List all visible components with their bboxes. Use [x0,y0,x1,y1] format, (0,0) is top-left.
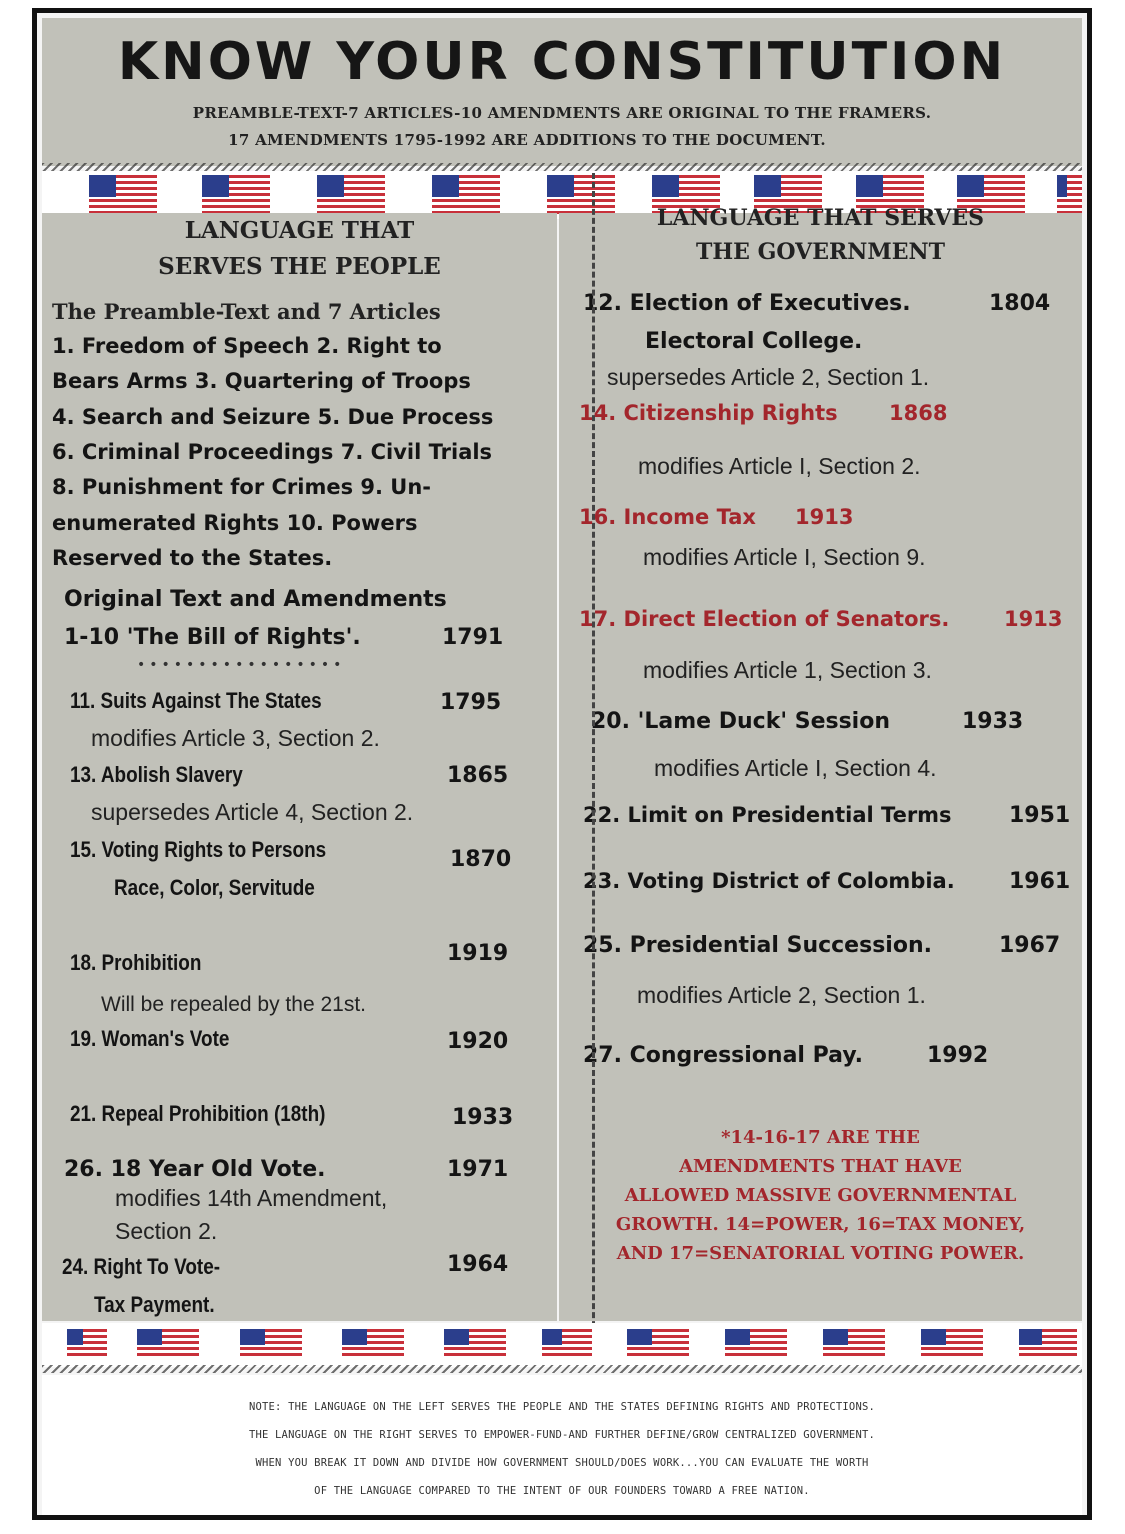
amendment-note: modifies Article 2, Section 1. [637,982,926,1008]
zigzag-border-top [42,163,1082,171]
amendment-label: 18. Prohibition [70,950,202,975]
amendment-label: 17. Direct Election of Senators. [579,607,950,631]
amendment-year: 1868 [889,401,948,425]
flag-icon [921,1329,983,1359]
intro-line: 4. Search and Seizure 5. Due Process [52,405,494,429]
flag-icon [202,175,270,215]
callout-line: AMENDMENTS THAT HAVE [679,1156,962,1177]
amendment-year: 1865 [447,763,509,788]
note-line: THE LANGUAGE ON THE RIGHT SERVES TO EMPOWER-FUND-AND FURTHER DEFINE/GROW CENTRALIZED GOVERNMENT. [248,1429,876,1441]
callout-line: AND 17=SENATORIAL VOTING POWER. [616,1243,1025,1264]
right-heading-line-1: LANGUAGE THAT SERVES [656,205,985,231]
flag-icon [317,175,385,215]
left-heading-line-2: SERVES THE PEOPLE [158,253,441,280]
note-line: WHEN YOU BREAK IT DOWN AND DIVIDE HOW GOVERNMENT SHOULD/DOES WORK...YOU CAN EVALUATE THE WORTH [255,1457,869,1469]
intro-line: Bears Arms 3. Quartering of Troops [52,369,471,393]
amendment-label: 16. Income Tax [579,505,756,529]
amendment-year: 1933 [962,709,1024,734]
amendment-label: 12. Election of Executives. [583,291,911,316]
flag-icon [444,1329,506,1359]
intro-line: Reserved to the States. [52,546,333,570]
amendment-note: modifies Article 3, Section 2. [91,725,380,751]
flag-icon [67,1329,107,1359]
amendment-year: 1913 [1004,607,1063,631]
amendment-year: 1992 [927,1043,989,1068]
amendment-label: 19. Woman's Vote [70,1026,230,1051]
amendment-note: modifies Article 1, Section 3. [643,657,932,683]
amendment-year: 1919 [447,941,509,966]
amendment-label: 14. Citizenship Rights [579,401,838,425]
flag-icon [240,1329,302,1359]
amendment-label: 22. Limit on Presidential Terms [583,803,952,827]
amendment-label: 24. Right To Vote- [62,1254,221,1279]
note-line: NOTE: THE LANGUAGE ON THE LEFT SERVES THE PEOPLE AND THE STATES DEFINING RIGHTS AND PROTECTIONS. [248,1401,876,1413]
right-heading-line-2: THE GOVERNMENT [696,239,945,265]
left-panel [42,213,557,1321]
amendment-note: modifies Article I, Section 9. [643,544,926,570]
amendment-note: modifies 14th Amendment, [115,1185,388,1211]
amendment-label: 21. Repeal Prohibition (18th) [70,1101,326,1126]
flag-icon [432,175,500,215]
amendment-note: supersedes Article 2, Section 1. [607,364,930,390]
amendment-year: 1920 [447,1029,509,1054]
intro-line: The Preamble-Text and 7 Articles [52,299,441,324]
callout-line: ALLOWED MASSIVE GOVERNMENTAL [624,1185,1017,1206]
amendment-label: 26. 18 Year Old Vote. [64,1157,326,1182]
intro-line: 1. Freedom of Speech 2. Right to [52,334,442,358]
poster-frame [32,8,1092,1520]
amendment-year: 1795 [440,690,502,715]
amendment-year: 1913 [795,505,854,529]
original-text-year: 1791 [442,625,504,650]
header [42,18,1082,166]
amendment-label: 13. Abolish Slavery [70,762,243,787]
flag-icon [823,1329,885,1359]
left-heading-line-1: LANGUAGE THAT [184,217,415,244]
zigzag-border-bottom [42,1365,1082,1373]
amendment-year: 1964 [447,1252,509,1277]
center-divider [592,173,595,1363]
amendment-label: 15. Voting Rights to Persons [70,837,327,862]
subtitle-line-1: PREAMBLE-TEXT-7 ARTICLES-10 AMENDMENTS ARE ORIGINAL TO THE FRAMERS. [192,104,932,122]
poster-title: KNOW YOUR CONSTITUTION [117,32,1007,92]
intro-line: 8. Punishment for Crimes 9. Un- [52,475,432,499]
amendment-label: 11. Suits Against The States [70,688,322,713]
callout-line: GROWTH. 14=POWER, 16=TAX MONEY, [615,1214,1026,1235]
amendment-year: 1961 [1009,869,1071,894]
flag-icon [627,1329,689,1359]
amendment-year: 1870 [450,847,512,872]
amendment-year: 1951 [1009,803,1071,828]
amendment-note: modifies Article I, Section 4. [654,755,937,781]
right-panel [559,205,1082,1321]
amendment-label: 25. Presidential Succession. [583,933,932,958]
flag-icon [342,1329,404,1359]
intro-line: 6. Criminal Proceedings 7. Civil Trials [52,440,493,464]
flag-icon [725,1329,787,1359]
footer-note [42,1375,1082,1515]
amendment-year: 1933 [452,1105,514,1130]
flag-band-bottom [42,1323,1082,1367]
original-text-line-2: 1-10 'The Bill of Rights'. [64,625,361,650]
flag-icon [89,175,157,215]
amendment-label-line-2: Electoral College. [645,329,863,354]
amendment-note: supersedes Article 4, Section 2. [91,799,414,825]
original-text-line-1: Original Text and Amendments [64,587,447,612]
amendment-note: Will be repealed by the 21st. [101,993,366,1016]
amendment-note: modifies Article I, Section 2. [638,453,921,479]
intro-line: enumerated Rights 10. Powers [52,511,418,535]
amendment-label-line-2: Race, Color, Servitude [114,875,315,900]
amendment-year: 1971 [447,1157,509,1182]
subtitle-line-2: 17 AMENDMENTS 1795-1992 ARE ADDITIONS TO THE DOCUMENT. [228,131,826,149]
amendment-label-line-2: Tax Payment. [94,1292,215,1317]
amendment-year: 1804 [989,291,1051,316]
flag-icon [137,1329,199,1359]
amendment-note-line-2: Section 2. [115,1218,218,1244]
callout-line: *14-16-17 ARE THE [721,1127,920,1148]
amendment-label: 20. 'Lame Duck' Session [591,709,890,734]
flag-icon [542,1329,592,1359]
note-line: OF THE LANGUAGE COMPARED TO THE INTENT OF OUR FOUNDERS TOWARD A FREE NATION. [314,1485,810,1497]
flag-icon [1019,1329,1077,1359]
amendment-label: 23. Voting District of Colombia. [583,869,955,893]
dot-separator: ••••••••••••••••• [137,657,346,673]
amendment-label: 27. Congressional Pay. [583,1043,864,1068]
amendment-year: 1967 [999,933,1061,958]
